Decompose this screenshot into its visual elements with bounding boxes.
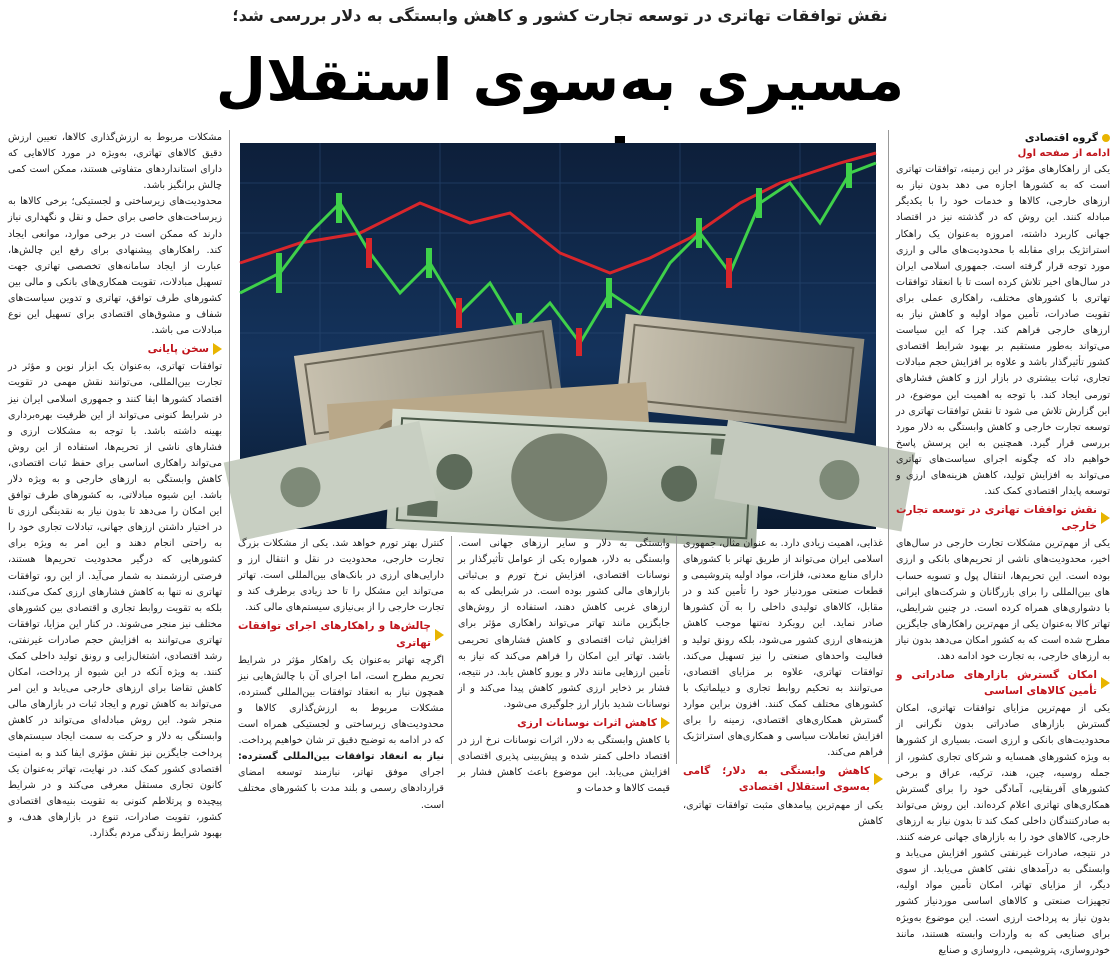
subheading: کاهش وابستگی به دلار؛ گامی به‌سوی استقلال اقتصادی bbox=[683, 763, 883, 795]
column-2 bbox=[683, 536, 883, 827]
paragraph: مشکلات مربوط به ارزش‌گذاری کالاها، تعیین ارزش دقیق کالاهای تهاتری، به‌ویژه در مورد کالاهایی که دارای استانداردهای متفاوتی هستند، ممکن است کمی چالش برانگیز باشد. bbox=[8, 132, 222, 192]
paragraph: اگرچه تهاتر به‌عنوان یک راهکار مؤثر در شرایط تحریم مطرح است، اما اجرای آن با چالش‌هایی نیز همچون نیاز به انعقاد توافقات بین‌المللی گسترده، مشکلات مربوط به ارزش‌گذاری کالاها و محدودیت‌های زیرساختی و لجستیکی همراه است که در ادامه به توضیح دقیق تر شان خواهیم پرداخت. bbox=[238, 654, 444, 747]
triangle-icon bbox=[1101, 512, 1110, 524]
photo-illustration bbox=[240, 143, 876, 529]
paragraph: یکی از راهکارهای مؤثر در این زمینه، توافقات تهاتری است که به کشورها اجازه می دهد بدون نیاز به ارزهای خارجی، کالاها و خدمات خود را با یکدیگر مبادله کنند. این روش که در گذشته نیز در اقتصاد جهانی کاربرد داشته، امروزه به‌عنوان یک راهکار استراتژیک برای مقابله با محدودیت‌های مالی و ارزی مورد توجه قرار گرفته است. جمهوری اسلامی ایران در سال‌های اخیر تلاش کرده است تا با انعقاد توافقات تهاتری با کشورهای مختلف، راهکاری عملی برای تقویت صادرات، تأمین مواد اولیه و کاهش نیاز به ارزهای خارجی فراهم کند. چرا که این سیاست می‌تواند به‌طور مستقیم بر بهبود شرایط اقتصادی کشور تأثیرگذار باشد و علاوه بر افزایش حجم مبادلات تجاری، ثبات بیشتری در بازار ارز و کاهش فشارهای تورمی ایجاد کند. با توجه به اهمیت این موضوع، در این گزارش تلاش می شود تا نقش توافقات تهاتری در توسعه تجارت خارجی و کاهش وابستگی به دلار مورد بررسی قرار گیرد. همچنین به این پرسش پاسخ خواهیم داد که چگونه اجرای سیاست‌های تهاتری می‌تواند به افزایش تولید، کاهش هزینه‌های ارزی و توسعه پایدار اقتصادی کمک کند. bbox=[896, 164, 1110, 498]
column-4 bbox=[238, 536, 444, 811]
column-3 bbox=[458, 536, 670, 795]
paragraph: توافقات تهاتری، به‌عنوان یک ابزار نوین و مؤثر در تجارت بین‌المللی، می‌توانند نقش مهمی در تقویت اقتصاد کشورها ایفا کنند و جمهوری اسلامی ایران نیز در شرایط کنونی می‌تواند از این ظرفیت بهره‌برداری بهینه داشته باشد. با توجه به مشکلات ارزی و فشارهای ناشی از تحریم‌ها، استفاده از این روش می‌تواند راهکاری اساسی برای حفظ ثبات اقتصادی، کاهش وابستگی به ارزهای خارجی و به ویژه دلار باشد. این شیوه مبادلاتی، به کشورهای طرف توافق این امکان را می‌دهد تا بدون نیاز به نقدینگی ارزی تا در اختیار داشتن ارزهای جهانی، تبادلات تجاری خود را به راحتی انجام دهند و این امر به ویژه برای کشورهایی که درگیر محدودیت تحریم‌ها هستند، فرصتی ارزشمند به شمار می‌آید. از این رو، توافقات تهاتری نه تنها به کاهش فشارهای ارزی کمک می‌کنند، بلکه به تقویت روابط تجاری و اقتصادی بین کشورهای مختلف نیز منجر می‌شوند. در کنار این مزایا، توافقات تهاتری می‌توانند به افزایش حجم صادرات غیرنفتی، رشد اقتصادی، اشتغال‌زایی و رونق تولید داخلی کمک کنند. به ویژه آنکه در این شیوه از پرداخت، امکان کاهش تقاضا برای ارزهای خارجی می‌یابد و این امر می‌تواند به کاهش تورم و ایجاد ثبات در بازارهای مالی منجر شود. این روش مبادله‌ای می‌تواند در کاهش وابستگی به دلار و حرکت به سمت ایجاد سیستم‌های پرداخت جایگزین نیز نقش مؤثری ایفا کند و به امنیت اقتصادی کشور کمک کند. در نهایت، تهاتر به‌عنوان یک کانون تجاری مستقل معرفی می‌کند و در شرایط پیچیده و پرتلاطم کنونی به تقویت بنیه‌های اقتصادی کشور، تقویت صادرات، تنوع در بازارهای هدف، و بهبود شرایط زندگی مردم بگذارد. bbox=[8, 361, 222, 840]
subheading: چالش‌ها و راهکارهای اجرای توافقات تهاتری bbox=[238, 618, 444, 650]
lead-in: نیاز به انعقاد توافقات بین‌المللی گسترده: bbox=[238, 751, 444, 763]
paragraph: نیاز به انعقاد توافقات بین‌المللی گسترده: اجرای موفق تهاتر، نیازمند توسعه امضای قراردادهای رسمی و بلند مدت با کشورهای مختلف است. bbox=[238, 751, 444, 811]
subheading: امکان گسترش بازارهای صادراتی و تأمین کالاهای اساسی bbox=[896, 667, 1110, 699]
paragraph: غذایی، اهمیت زیادی دارد. به عنوان مثال، جمهوری اسلامی ایران می‌تواند از طریق تهاتر با کشورهای دارای منابع معدنی، فلزات، مواد اولیه پتروشیمی و قطعات صنعتی موردنیاز خود را تأمین کند و در مقابل، کالاهای تولیدی داخلی را به آن کشورها صادر نماید. این رویکرد نه‌تنها موجب کاهش هزینه‌های ارزی کشور می‌شود، بلکه رونق تولید و فعالیت واحدهای صنعتی را نیز تسهیل می‌کند. توافقات تهاتری، علاوه بر مزایای اقتصادی، می‌توانند به تحکیم روابط تجاری و دیپلماتیک با کشورهای مختلف کمک کنند. افزون براین موارد گسترش همکاری‌های اقتصادی، زمینه را برای افزایش تعاملات سیاسی و همکاری‌های استراتژیک فراهم می‌کند. bbox=[683, 538, 883, 759]
column-divider bbox=[229, 130, 230, 764]
column-5 bbox=[8, 130, 222, 840]
byline: گروه اقتصادی bbox=[896, 130, 1110, 146]
triangle-icon bbox=[435, 629, 444, 641]
subheading: نقش توافقات تهاتری در توسعه تجارت خارجی bbox=[896, 502, 1110, 534]
triangle-icon bbox=[213, 343, 222, 355]
paragraph: یکی از مهم‌ترین مزایای توافقات تهاتری، امکان گسترش بازارهای صادراتی بدون نگرانی از محدودیت‌های بانکی و ارزی است. بسیاری از کشورها به ویژه کشورهای همسایه و شرکای تجاری کشور، از جمله روسیه، چین، هند، ترکیه، عراق و برخی کشورهای آفریقایی، آمادگی خود را برای گسترش همکاری‌های تهاتری اعلام کرده‌اند. این روش می‌تواند به صادرکنندگان داخلی کمک کند تا بدون نیاز به ارزهای خارجی، کالاهای خود را به بازارهای جهانی عرضه کنند. در نتیجه، صادرات غیرنفتی کشور افزایش می‌یابد و وابستگی به درآمدهای نفتی کاهش می‌یابد. از سوی دیگر، از مزایای تهاتر، امکان تأمین مواد اولیه، تجهیزات صنعتی و کالاهای اساسی موردنیاز کشور بدون نیاز به پرداخت ارزی است. این موضوع به‌ویژه برای صنایعی که به واردات وابسته هستند، مانند خودروسازی، پتروشیمی، داروسازی و صنایع bbox=[896, 703, 1110, 956]
triangle-icon bbox=[661, 717, 670, 729]
paragraph: با کاهش وابستگی به دلار، اثرات نوسانات نرخ ارز در اقتصاد داخلی کمتر شده و پیش‌بینی پذیری اقتصادی افزایش می‌یابد. این موضوع باعث کاهش فشار بر قیمت کالاها و خدمات و bbox=[458, 735, 670, 795]
bullet-icon bbox=[1102, 134, 1110, 142]
triangle-icon bbox=[874, 773, 883, 785]
column-divider bbox=[676, 536, 677, 764]
kicker: نقش توافقات تهاتری در توسعه تجارت کشور و کاهش وابستگی به دلار بررسی شد؛ bbox=[232, 6, 888, 25]
subheading: سخن پایانی bbox=[8, 341, 222, 357]
currency-chart-photo bbox=[240, 143, 876, 529]
paragraph: کنترل بهتر تورم خواهد شد. یکی از مشکلات بزرگ تجارت خارجی، محدودیت در نقل و انتقال ارز و دارایی‌های ارزی در بانک‌های بین‌المللی است. تهاتر می‌تواند این مشکل را تا حد زیادی برطرف کند و تجارت خارجی را از بی‌نیازی سیستم‌های مالی کند. bbox=[238, 538, 444, 614]
triangle-icon bbox=[1101, 677, 1110, 689]
paragraph: یکی از مهم‌ترین پیامدهای مثبت توافقات تهاتری، کاهش bbox=[683, 799, 883, 827]
column-divider bbox=[888, 130, 889, 764]
paragraph: محدودیت‌های زیرساختی و لجستیکی؛ برخی کالاها به زیرساخت‌های خاصی برای حمل و نقل و نگهداری نیاز دارند که ممکن است در برخی موارد، موانعی ایجاد کند. راهکارهای پیشنهادی برای رفع این چالش‌ها، عبارت از ایجاد سامانه‌های تخصصی تهاتری جهت تسهیل مبادلات، تقویت همکاری‌های بانکی و مالی بین کشورهای طرف توافق، تهاتری و تدوین سیاست‌های شفاف و مشوق‌های اقتصادی برای تسهیل این نوع مبادلات می باشد. bbox=[8, 196, 222, 337]
subheading: کاهش اثرات نوسانات ارزی bbox=[458, 715, 670, 731]
continued-label: ادامه از صفحه اول bbox=[1017, 148, 1110, 160]
column-1 bbox=[896, 130, 1110, 956]
paragraph: یکی از مهم‌ترین مشکلات تجارت خارجی در سال‌های اخیر، محدودیت‌های ناشی از تحریم‌های بانکی و ارزی بوده است. این تحریم‌ها، انتقال پول و تسویه حساب های بین‌المللی را برای بازرگانان و شرکت‌های ایرانی با دشواری‌های همراه کرده است. در چنین شرایطی، تهاتر کالا به‌عنوان یکی از مهم‌ترین راهکارهای جایگزین مطرح شده است که به کشور امکان می‌دهد بدون نیاز به ارزهای خارجی، به تجارت خود ادامه دهد. bbox=[896, 538, 1110, 662]
headline: مسیری به‌سوی استقلال bbox=[215, 46, 905, 114]
paragraph: وابستگی به دلار و سایر ارزهای جهانی است. وابستگی به دلار، همواره یکی از عوامل تأثیرگذار بر نوسانات اقتصادی، افزایش نرخ تورم و بی‌ثباتی بازارهای مالی کشور بوده است. در شرایطی که به ارزهای غربی کاهش دهند، استفاده از روش‌های جایگزین مانند تهاتر می‌تواند راهکاری مؤثر برای افزایش ثبات اقتصادی و کاهش فشارهای تحریمی باشد. تهاتر این امکان را فراهم می‌کند که نیاز به تأمین ارزهایی مانند دلار و یورو کاهش یابد. در نتیجه، فشار بر ذخایر ارزی کشور کاهش پیدا می‌کند و از نوسانات شدید بازار ارز جلوگیری می‌شود. bbox=[458, 538, 670, 710]
column-divider bbox=[451, 536, 452, 764]
